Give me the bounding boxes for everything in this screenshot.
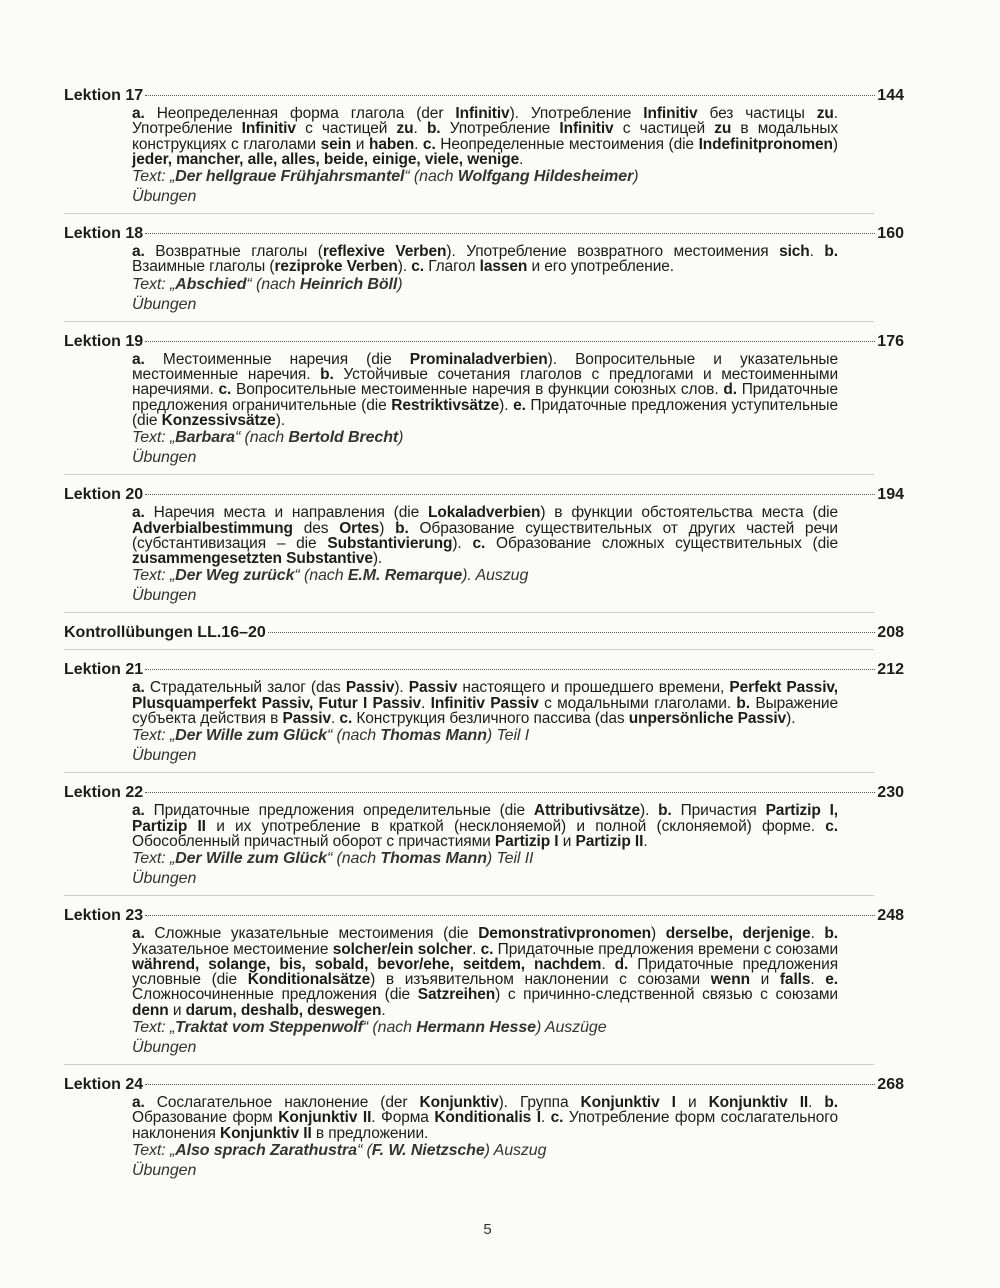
- toc-entry: [64, 906, 904, 1058]
- entry-divider: [64, 213, 874, 214]
- reading-text: Text: „Also sprach Zarathustra“ (F. W. Nietzsche) Auszug: [132, 1141, 547, 1159]
- exercises-label: Übungen: [132, 747, 197, 765]
- lesson-description: [132, 803, 838, 889]
- table-of-contents: [64, 86, 904, 1181]
- toc-entry: [64, 332, 904, 468]
- entry-divider: [64, 321, 874, 322]
- lesson-description: [132, 352, 838, 468]
- page-number: 5: [483, 1221, 492, 1238]
- reading-text: Text: „Der hellgraue Frühjahrsmantel“ (nach Wolfgang Hildesheimer): [132, 168, 639, 186]
- toc-entry-heading[interactable]: [64, 1075, 904, 1095]
- page-reference: 248: [877, 907, 904, 925]
- dot-leader: [145, 341, 875, 342]
- lesson-title: Lektion 20: [64, 486, 144, 504]
- reading-text: Text: „Abschied“ (nach Heinrich Böll): [132, 275, 403, 293]
- lesson-topics: a. Страдательный залог (das Passiv). Passiv настоящего и прошедшего времени, Perfekt Passiv, Plusquamperfekt Passiv, Futur I Passiv. Infinitiv Passiv с модальными глаголами. b. Выражение субъекта действия в Passiv. c. Конструкция безличного пассива (das unpersönliche Passiv).: [132, 679, 838, 728]
- page-reference: 176: [877, 332, 904, 350]
- reading-text: Text: „Barbara“ (nach Bertold Brecht): [132, 429, 404, 447]
- lesson-title: Lektion 19: [64, 332, 144, 350]
- lesson-title: Lektion 24: [64, 1076, 144, 1094]
- toc-entry: [64, 224, 904, 315]
- dot-leader: [268, 632, 876, 633]
- dot-leader: [145, 669, 875, 670]
- exercises-label: Übungen: [132, 188, 197, 206]
- exercises-label: Übungen: [132, 1161, 197, 1179]
- lesson-title: Lektion 23: [64, 907, 144, 925]
- toc-entry: [64, 660, 904, 766]
- dot-leader: [145, 792, 875, 793]
- exercises-label: Übungen: [132, 1039, 197, 1057]
- lesson-description: [132, 505, 838, 606]
- dot-leader: [145, 233, 875, 234]
- entry-divider: [64, 772, 874, 773]
- entry-divider: [64, 895, 874, 896]
- lesson-title: Kontrollübungen LL.16–20: [64, 624, 266, 642]
- page-reference: 208: [877, 624, 904, 642]
- toc-entry: [64, 623, 904, 643]
- page-reference: 268: [877, 1076, 904, 1094]
- lesson-description: [132, 106, 838, 207]
- page-reference: 144: [877, 87, 904, 104]
- toc-entry-heading[interactable]: [64, 660, 904, 680]
- toc-entry-heading[interactable]: [64, 623, 904, 643]
- exercises-label: Übungen: [132, 587, 197, 605]
- entry-divider: [64, 474, 874, 475]
- lesson-description: [132, 926, 838, 1058]
- reading-text: Text: „Der Wille zum Glück“ (nach Thomas Mann) Teil I: [132, 727, 530, 745]
- lesson-topics: a. Придаточные предложения определительные (die Attributivsätze). b. Причастия Partizip I, Partizip II и их употребление в краткой (несклоняемой) и полной (склоняемой) форме. c. Обособленный причастный оборот с причастиями Partizip I и Partizip II.: [132, 802, 839, 850]
- dot-leader: [145, 1084, 875, 1085]
- dot-leader: [145, 494, 875, 495]
- lesson-topics: a. Местоименные наречия (die Prominaladverbien). Вопросительные и указательные местоименные наречия. b. Устойчивые сочетания глаголов с предлогами и местоименными наречиями. c. Вопросительные местоименные наречия в функции союзных слов. d. Придаточные предложения ограничительные (die Restriktivsätze). e. Придаточные предложения уступительные (die Konzessivsätze).: [132, 350, 839, 429]
- dot-leader: [145, 915, 875, 916]
- toc-entry-heading[interactable]: [64, 86, 904, 106]
- page-reference: 212: [877, 661, 904, 679]
- entry-divider: [64, 1064, 874, 1065]
- reading-text: Text: „Der Weg zurück“ (nach E.M. Remarque). Auszug: [132, 567, 529, 585]
- toc-entry-heading[interactable]: [64, 332, 904, 352]
- page-reference: 230: [877, 784, 904, 802]
- toc-entry-heading[interactable]: [64, 224, 904, 244]
- lesson-topics: a. Возвратные глаголы (reflexive Verben). Употребление возвратного местоимения sich. b. Взаимные глаголы (reziproke Verben). c. Глагол lassen и его употребление.: [132, 243, 838, 276]
- entry-divider: [64, 649, 874, 650]
- exercises-label: Übungen: [132, 449, 197, 467]
- lesson-description: [132, 1095, 838, 1181]
- dot-leader: [145, 95, 875, 96]
- page-reference: 194: [877, 486, 904, 504]
- lesson-title: Lektion 18: [64, 225, 144, 243]
- lesson-topics: a. Сослагательное наклонение (der Konjunktiv). Группа Konjunktiv I и Konjunktiv II. b. Образование форм Konjunktiv II. Форма Konditionalis I. c. Употребление форм сослагательного наклонения Konjunktiv II в предложении.: [132, 1094, 838, 1142]
- lesson-topics: a. Неопределенная форма глагола (der Infinitiv). Употребление Infinitiv без частицы zu. Употребление Infinitiv с частицей zu. b. Употребление Infinitiv с частицей zu в модальных конструкциях с глаголами sein и haben. c. Неопределенные местоимения (die Indefinitpronomen) jeder, mancher, alle, alles, beide, einige, viele, wenige.: [132, 105, 839, 168]
- toc-entry: [64, 485, 904, 606]
- lesson-description: [132, 244, 838, 315]
- reading-text: Text: „Der Wille zum Glück“ (nach Thomas Mann) Teil II: [132, 850, 534, 868]
- toc-entry: [64, 86, 904, 207]
- lesson-title: Lektion 21: [64, 661, 144, 679]
- exercises-label: Übungen: [132, 870, 197, 888]
- toc-entry: [64, 783, 904, 889]
- reading-text: Text: „Traktat vom Steppenwolf“ (nach Hermann Hesse) Auszüge: [132, 1019, 607, 1037]
- lesson-topics: a. Сложные указательные местоимения (die Demonstrativpronomen) derselbe, derjenige. b. Указательное местоимение solcher/ein solcher. c. Придаточные предложения времени с союзами während, solange, bis, sobald, bevor/ehe, seitdem, nachdem. d. Придаточные предложения условные (die Konditionalsätze) в изъявительном наклонении с союзами wenn и falls. e. Сложносочиненные предложения (die Satzreihen) с причинно-следственной связью с союзами denn и darum, deshalb, deswegen.: [132, 925, 838, 1019]
- toc-entry-heading[interactable]: [64, 906, 904, 926]
- lesson-topics: a. Наречия места и направления (die Lokaladverbien) в функции обстоятельства места (die Adverbialbestimmung des Ortes) b. Образование существительных от других частей речи (субстантивизация – die Substantivierung). c. Образование сложных существительных (die zusammengesetzten Substantive).: [132, 504, 838, 568]
- toc-entry-heading[interactable]: [64, 783, 904, 803]
- toc-entry-heading[interactable]: [64, 485, 904, 505]
- entry-divider: [64, 612, 874, 613]
- toc-entry: [64, 1075, 904, 1181]
- lesson-description: [132, 680, 838, 766]
- lesson-title: Lektion 22: [64, 784, 144, 802]
- exercises-label: Übungen: [132, 295, 197, 313]
- page-reference: 160: [877, 225, 904, 243]
- lesson-title: Lektion 17: [64, 87, 144, 104]
